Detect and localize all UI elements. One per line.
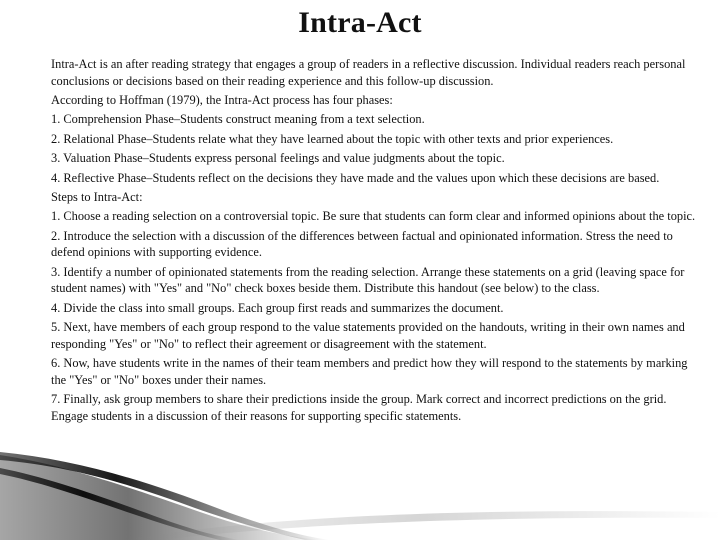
step-item: 5. Next, have members of each group respond to the value statements provided on the handouts, writing in their own names and responding "Yes" or "No" to reflect their agreement or disagreement with the statement. (51, 320, 685, 351)
phase-item: 2. Relational Phase–Students relate what they have learned about the topic with other texts and prior experiences. (51, 131, 614, 146)
phase-item: 1. Comprehension Phase–Students construct meaning from a text selection. (51, 112, 425, 127)
step-item: 1. Choose a reading selection on a controversial topic. Be sure that students can form clear and informed opinions about the topic. (51, 209, 696, 224)
step-item: 2. Introduce the selection with a discussion of the differences between factual and opinionated information. Stress the need to defend opinions with supporting evidence. (51, 228, 673, 260)
slide-body (51, 56, 703, 427)
decorative-swoosh (0, 400, 720, 540)
steps-heading: Steps to Intra-Act: (51, 189, 143, 204)
step-item: 7. Finally, ask group members to share their predictions inside the group. Mark correct and incorrect predictions on the grid. Engage students in a discussion of their reasons for supporting specific statements. (51, 392, 667, 423)
intro-paragraph: Intra-Act is an after reading strategy that engages a group of readers in a reflective discussion. Individual readers reach personal conclusions or decisions based on their reading experience and this follow-up discussion. (51, 57, 686, 88)
phase-item: 3. Valuation Phase–Students express personal feelings and value judgments about the topic. (51, 151, 505, 166)
step-item: 3. Identify a number of opinionated statements from the reading selection. Arrange these statements on a grid (leaving space for student names) with "Yes" and "No" check boxes beside them. Distribute this handout (see below) to the class. (51, 264, 685, 296)
phase-item: 4. Reflective Phase–Students reflect on the decisions they have made and the values upon which these decisions are based. (51, 170, 660, 185)
step-item: 6. Now, have students write in the names of their team members and predict how they will respond to the statements by marking the "Yes" or "No" boxes under their names. (51, 356, 688, 387)
slide-title: Intra-Act (298, 6, 422, 39)
phases-intro: According to Hoffman (1979), the Intra-Act process has four phases: (51, 92, 393, 107)
step-item: 4. Divide the class into small groups. Each group first reads and summarizes the document. (51, 300, 504, 315)
